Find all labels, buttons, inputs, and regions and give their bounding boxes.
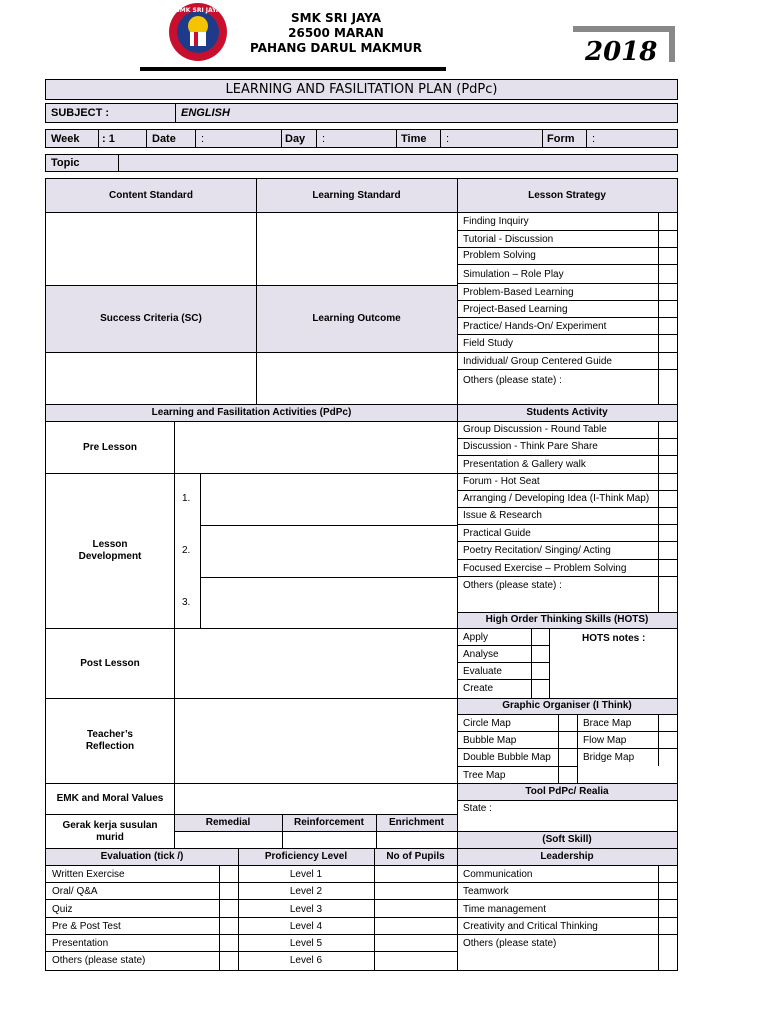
subject-row bbox=[45, 103, 678, 123]
divider bbox=[457, 264, 678, 265]
graphic-map-item[interactable]: Tree Map bbox=[463, 770, 506, 781]
divider bbox=[457, 679, 549, 680]
divider bbox=[457, 831, 678, 832]
school-address-2: PAHANG DARUL MAKMUR bbox=[250, 41, 422, 55]
divider bbox=[457, 490, 678, 491]
teachers-reflection-label bbox=[46, 699, 174, 783]
divider bbox=[174, 421, 175, 849]
proficiency-level[interactable]: Level 1 bbox=[289, 869, 323, 880]
list-item[interactable]: Focused Exercise – Problem Solving bbox=[463, 563, 627, 574]
divider bbox=[200, 577, 457, 578]
gerak-line-2: murid bbox=[96, 831, 124, 843]
divider bbox=[457, 800, 678, 801]
divider bbox=[457, 541, 678, 542]
leadership-item[interactable]: Time management bbox=[463, 904, 546, 915]
activities-header: Learning and Fasilitation Activities (PdPc) bbox=[46, 404, 457, 421]
divider bbox=[457, 645, 549, 646]
divider bbox=[316, 129, 317, 148]
post-lesson-label: Post Lesson bbox=[80, 657, 140, 669]
divider bbox=[457, 455, 678, 456]
proficiency-level[interactable]: Level 6 bbox=[289, 955, 323, 966]
learning-standard-header: Learning Standard bbox=[256, 179, 457, 212]
gerak-reinforcement-header: Reinforcement bbox=[282, 814, 376, 831]
school-address-1: 26500 MARAN bbox=[288, 26, 384, 40]
list-item[interactable]: Project-Based Learning bbox=[463, 304, 568, 315]
svg-text:SMK SRI JAYA: SMK SRI JAYA bbox=[175, 7, 221, 14]
divider bbox=[457, 352, 678, 353]
divider bbox=[45, 882, 678, 883]
divider bbox=[45, 934, 678, 935]
hots-item[interactable]: Evaluate bbox=[463, 666, 502, 677]
divider bbox=[457, 766, 577, 767]
tool-state-label[interactable]: State : bbox=[463, 803, 492, 814]
divider bbox=[45, 212, 678, 213]
lesson-development-line-1: Lesson bbox=[92, 539, 128, 550]
leadership-header: Leadership bbox=[457, 848, 677, 865]
plan-title: LEARNING AND FASILITATION PLAN (PdPc) bbox=[45, 79, 678, 100]
graphic-organiser-header: Graphic Organiser (I Think) bbox=[457, 698, 677, 714]
emk-label: EMK and Moral Values bbox=[56, 793, 164, 804]
evaluation-item[interactable]: Pre & Post Test bbox=[52, 921, 121, 932]
list-item[interactable]: Arranging / Developing Idea (I-Think Map) bbox=[463, 493, 650, 504]
day-value[interactable]: : bbox=[322, 133, 326, 145]
divider bbox=[374, 848, 375, 971]
leadership-item[interactable]: Teamwork bbox=[463, 886, 509, 897]
divider bbox=[457, 317, 678, 318]
divider bbox=[219, 865, 220, 971]
hots-item[interactable]: Apply bbox=[463, 632, 489, 643]
graphic-map-item[interactable]: Brace Map bbox=[583, 718, 632, 729]
leadership-item[interactable]: Communication bbox=[463, 869, 533, 880]
time-label: Time bbox=[401, 133, 427, 145]
leadership-item[interactable]: Creativity and Critical Thinking bbox=[463, 921, 598, 932]
list-item[interactable]: Simulation – Role Play bbox=[463, 269, 564, 280]
divider bbox=[457, 698, 678, 699]
day-label: Day bbox=[285, 133, 306, 145]
no-pupils-header: No of Pupils bbox=[374, 848, 457, 865]
divider bbox=[200, 473, 201, 629]
divider bbox=[457, 369, 678, 370]
hots-notes-label: HOTS notes : bbox=[582, 633, 646, 644]
date-label: Date bbox=[152, 133, 176, 145]
divider bbox=[457, 714, 678, 715]
divider bbox=[45, 917, 678, 918]
divider bbox=[658, 714, 659, 766]
divider bbox=[658, 421, 659, 612]
week-label: Week bbox=[51, 133, 80, 145]
graphic-map-item[interactable]: Bridge Map bbox=[583, 752, 635, 763]
hots-item[interactable]: Create bbox=[463, 683, 494, 694]
evaluation-item[interactable]: Written Exercise bbox=[52, 869, 125, 880]
school-name: SMK SRI JAYA bbox=[290, 11, 382, 25]
divider bbox=[174, 831, 457, 832]
divider bbox=[45, 404, 678, 405]
divider bbox=[457, 230, 678, 231]
list-item[interactable]: Practice/ Hands-On/ Experiment bbox=[463, 321, 607, 332]
proficiency-level[interactable]: Level 3 bbox=[289, 904, 323, 915]
graphic-map-item[interactable]: Bubble Map bbox=[463, 735, 517, 746]
lesson-development-line-2: Development bbox=[78, 551, 142, 562]
list-item[interactable]: Tutorial - Discussion bbox=[463, 234, 554, 245]
divider bbox=[45, 848, 678, 849]
learning-outcome-header: Learning Outcome bbox=[256, 285, 457, 352]
evaluation-item[interactable]: Oral/ Q&A bbox=[52, 886, 98, 897]
week-value[interactable]: : 1 bbox=[102, 133, 115, 145]
divider bbox=[457, 662, 549, 663]
divider bbox=[396, 129, 397, 148]
divider bbox=[457, 473, 678, 474]
soft-skill-header: (Soft Skill) bbox=[457, 831, 677, 848]
step-number: 1. bbox=[182, 493, 191, 504]
reflection-line-1: Teacher’s bbox=[87, 729, 133, 740]
divider bbox=[457, 748, 678, 749]
proficiency-level[interactable]: Level 5 bbox=[289, 938, 323, 949]
tool-header: Tool PdPc/ Realia bbox=[457, 783, 677, 800]
divider bbox=[531, 628, 532, 698]
list-item[interactable]: Individual/ Group Centered Guide bbox=[463, 356, 612, 367]
students-activity-header: Students Activity bbox=[457, 404, 677, 421]
divider bbox=[457, 300, 678, 301]
date-value[interactable]: : bbox=[201, 133, 205, 145]
divider bbox=[658, 212, 659, 404]
divider bbox=[457, 576, 678, 577]
leadership-item[interactable]: Others (please state) bbox=[463, 938, 557, 949]
form-value[interactable]: : bbox=[592, 133, 596, 145]
divider bbox=[586, 129, 587, 148]
divider bbox=[457, 507, 678, 508]
graphic-map-item[interactable]: Circle Map bbox=[463, 718, 511, 729]
subject-label: SUBJECT : bbox=[51, 107, 110, 119]
divider bbox=[45, 951, 457, 952]
divider bbox=[45, 285, 457, 286]
gerak-kerja-label bbox=[46, 815, 174, 848]
school-logo bbox=[168, 2, 228, 62]
list-item[interactable]: Field Study bbox=[463, 338, 514, 349]
list-item[interactable]: Finding Inquiry bbox=[463, 216, 529, 227]
divider bbox=[98, 129, 99, 148]
evaluation-header: Evaluation (tick /) bbox=[46, 848, 238, 865]
divider bbox=[440, 129, 441, 148]
year-label: 2018 bbox=[585, 37, 658, 67]
step-number: 2. bbox=[182, 545, 191, 556]
info-row bbox=[45, 129, 678, 148]
divider bbox=[457, 283, 678, 284]
proficiency-header: Proficiency Level bbox=[238, 848, 374, 865]
header-underline bbox=[140, 67, 446, 71]
divider bbox=[200, 525, 457, 526]
list-item[interactable]: Poetry Recitation/ Singing/ Acting bbox=[463, 545, 611, 556]
gerak-line-1: Gerak kerja susulan bbox=[62, 819, 158, 831]
evaluation-item[interactable]: Others (please state) bbox=[52, 955, 146, 966]
list-item[interactable]: Others (please state) : bbox=[463, 375, 562, 386]
list-item[interactable]: Forum - Hot Seat bbox=[463, 476, 540, 487]
list-item[interactable]: Practical Guide bbox=[463, 528, 531, 539]
list-item[interactable]: Problem Solving bbox=[463, 250, 536, 261]
proficiency-level[interactable]: Level 4 bbox=[289, 921, 323, 932]
divider bbox=[45, 865, 678, 866]
lesson-strategy-header: Lesson Strategy bbox=[457, 179, 677, 212]
divider bbox=[118, 154, 119, 172]
evaluation-item[interactable]: Presentation bbox=[52, 938, 109, 949]
evaluation-item[interactable]: Quiz bbox=[52, 904, 73, 915]
lesson-development-label bbox=[46, 474, 174, 628]
topic-row bbox=[45, 154, 678, 172]
form-label: Form bbox=[547, 133, 575, 145]
divider bbox=[281, 129, 282, 148]
gerak-remedial-header: Remedial bbox=[174, 814, 282, 831]
divider bbox=[175, 103, 176, 123]
list-item[interactable]: Group Discussion - Round Table bbox=[463, 424, 607, 435]
divider bbox=[542, 129, 543, 148]
divider bbox=[457, 783, 678, 784]
divider bbox=[457, 731, 678, 732]
time-value[interactable]: : bbox=[446, 133, 450, 145]
list-item[interactable]: Problem-Based Learning bbox=[463, 287, 574, 298]
divider bbox=[45, 352, 457, 353]
divider bbox=[457, 628, 678, 629]
success-criteria-header: Success Criteria (SC) bbox=[46, 285, 256, 352]
list-item[interactable]: Others (please state) : bbox=[463, 580, 562, 591]
divider bbox=[457, 559, 678, 560]
hots-header: High Order Thinking Skills (HOTS) bbox=[457, 612, 677, 628]
topic-label: Topic bbox=[51, 157, 80, 169]
graphic-map-item[interactable]: Flow Map bbox=[583, 735, 627, 746]
graphic-map-item[interactable]: Double Bubble Map bbox=[463, 752, 551, 763]
divider bbox=[45, 899, 678, 900]
divider bbox=[549, 628, 550, 698]
gerak-enrichment-header: Enrichment bbox=[376, 814, 457, 831]
divider bbox=[457, 334, 678, 335]
divider bbox=[195, 129, 196, 148]
reflection-line-2: Reflection bbox=[85, 741, 135, 752]
divider bbox=[457, 524, 678, 525]
subject-value[interactable]: ENGLISH bbox=[181, 107, 230, 119]
divider bbox=[457, 438, 678, 439]
list-item[interactable]: Presentation & Gallery walk bbox=[463, 459, 586, 470]
step-number: 3. bbox=[182, 597, 191, 608]
divider bbox=[457, 178, 458, 971]
divider bbox=[457, 612, 678, 613]
pre-lesson-label: Pre Lesson bbox=[83, 441, 137, 453]
proficiency-level[interactable]: Level 2 bbox=[289, 886, 323, 897]
hots-item[interactable]: Analyse bbox=[463, 649, 499, 660]
divider bbox=[457, 247, 678, 248]
divider bbox=[658, 865, 659, 971]
content-standard-header: Content Standard bbox=[46, 179, 256, 212]
list-item[interactable]: Discussion - Think Pare Share bbox=[463, 441, 598, 452]
list-item[interactable]: Issue & Research bbox=[463, 510, 542, 521]
divider bbox=[146, 129, 147, 148]
